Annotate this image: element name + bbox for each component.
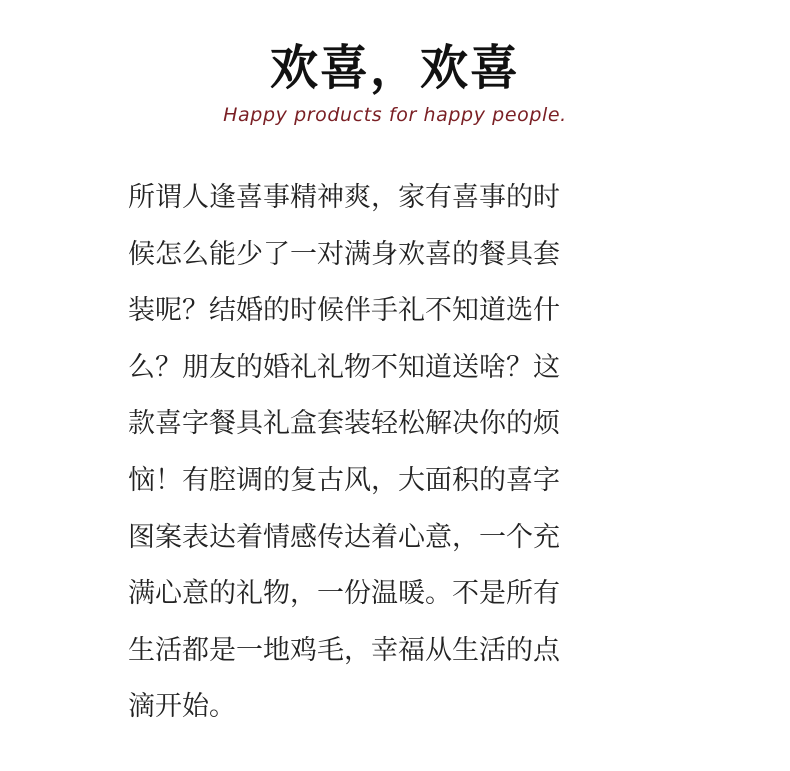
body-line: 生活都是一地鸡毛，幸福从生活的点 [128, 634, 560, 666]
body-line: 么？朋友的婚礼礼物不知道送啥？这 [128, 351, 560, 383]
body-line: 图案表达着情感传达着心意，一个充 [128, 521, 560, 553]
body-line: 所谓人逢喜事精神爽，家有喜事的时 [128, 182, 560, 213]
body-line: 款喜字餐具礼盒套装轻松解决你的烦 [128, 408, 560, 440]
page-subtitle: Happy products for happy people. [223, 104, 567, 126]
body-paragraph [128, 170, 668, 736]
body-line: 满心意的礼物，一份温暖。不是所有 [128, 578, 560, 610]
body-line: 候怎么能少了一对满身欢喜的餐具套 [128, 238, 560, 270]
body-line: 恼！有腔调的复古风，大面积的喜字 [128, 464, 560, 496]
body-line: 滴开始。 [128, 691, 236, 723]
page-title: 欢喜，欢喜 [269, 40, 520, 96]
body-line: 装呢？结婚的时候伴手礼不知道选什 [128, 295, 560, 327]
